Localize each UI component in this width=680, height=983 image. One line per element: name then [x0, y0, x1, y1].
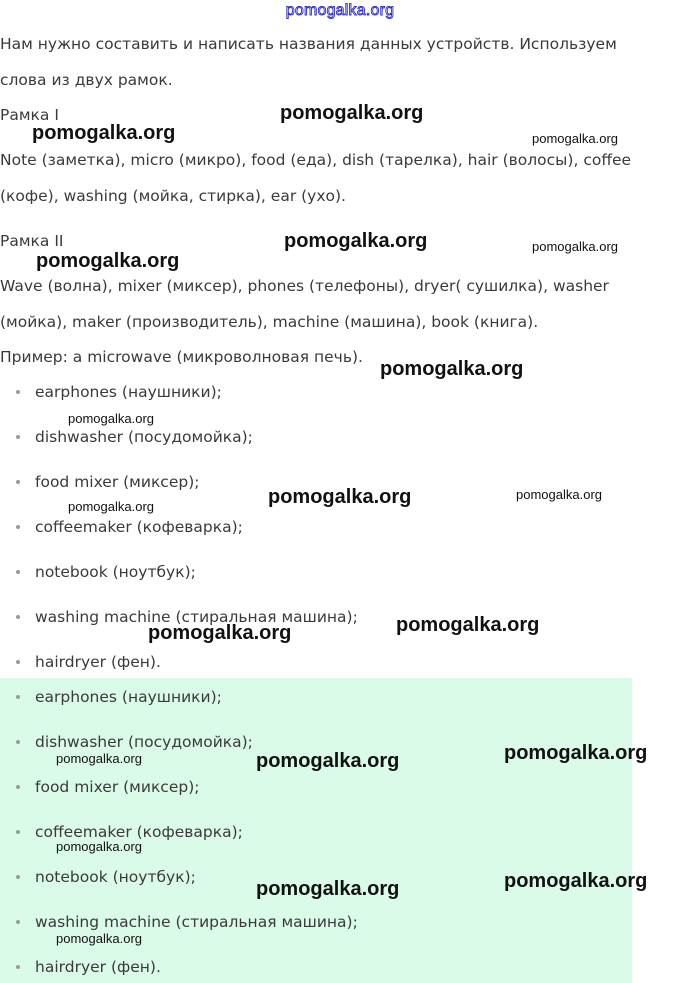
bullet-icon	[16, 965, 20, 969]
bullet-icon	[16, 920, 20, 924]
watermark: pomogalka.org	[280, 102, 424, 124]
watermark: pomogalka.org	[504, 870, 648, 892]
bullet-icon	[16, 785, 20, 789]
site-header-logo: pomogalka.org	[285, 2, 395, 19]
bullet-icon	[16, 740, 20, 744]
bullet-icon	[16, 390, 20, 394]
frame1-line-2: (кофе), washing (мойка, стирка), ear (ухо).	[0, 187, 346, 205]
frame1-line-1: Note (заметка), micro (микро), food (еда), dish (тарелка), hair (волосы), coffee	[0, 151, 632, 169]
watermark: pomogalka.org	[516, 487, 602, 502]
list-item-text: coffeemaker (кофеварка);	[35, 518, 243, 536]
watermark: pomogalka.org	[36, 250, 180, 272]
intro-line-2: слова из двух рамок.	[0, 71, 173, 89]
list-item-text: notebook (ноутбук);	[35, 563, 196, 581]
bullet-icon	[16, 525, 20, 529]
frame2-title: Рамка II	[0, 232, 64, 250]
list-item-text: dishwasher (посудомойка);	[35, 428, 253, 446]
bullet-icon	[16, 570, 20, 574]
list-item-text: earphones (наушники);	[35, 688, 222, 706]
frame2-line-1: Wave (волна), mixer (миксер), phones (телефоны), dryer( сушилка), washer	[0, 277, 609, 295]
watermark: pomogalka.org	[32, 122, 176, 144]
example-line: Пример: a microwave (микроволновая печь).	[0, 348, 363, 366]
watermark: pomogalka.org	[56, 931, 142, 946]
bullet-icon	[16, 480, 20, 484]
watermark: pomogalka.org	[56, 751, 142, 766]
frame2-line-2: (мойка), maker (производитель), machine (машина), book (книга).	[0, 313, 539, 331]
watermark: pomogalka.org	[532, 131, 618, 146]
list-item-text: food mixer (миксер);	[35, 778, 200, 796]
frame1-title: Рамка I	[0, 106, 59, 124]
list-item-text: coffeemaker (кофеварка);	[35, 823, 243, 841]
list-item-text: hairdryer (фен).	[35, 958, 161, 976]
bullet-icon	[16, 875, 20, 879]
list-item-text: washing machine (стиральная машина);	[35, 913, 358, 931]
watermark: pomogalka.org	[380, 358, 524, 380]
bullet-icon	[16, 615, 20, 619]
bullet-icon	[16, 695, 20, 699]
list-item-text: hairdryer (фен).	[35, 653, 161, 671]
bullet-icon	[16, 435, 20, 439]
bullet-icon	[16, 830, 20, 834]
bullet-icon	[16, 660, 20, 664]
watermark: pomogalka.org	[256, 750, 400, 772]
watermark: pomogalka.org	[284, 230, 428, 252]
list-item-text: food mixer (миксер);	[35, 473, 200, 491]
list-item-text: earphones (наушники);	[35, 383, 222, 401]
watermark: pomogalka.org	[68, 411, 154, 426]
watermark: pomogalka.org	[56, 839, 142, 854]
watermark: pomogalka.org	[504, 742, 648, 764]
watermark: pomogalka.org	[68, 499, 154, 514]
list-item-text: dishwasher (посудомойка);	[35, 733, 253, 751]
intro-line-1: Нам нужно составить и написать названия данных устройств. Используем	[0, 35, 617, 53]
watermark: pomogalka.org	[256, 878, 400, 900]
watermark: pomogalka.org	[268, 486, 412, 508]
watermark: pomogalka.org	[532, 239, 618, 254]
list-item-text: notebook (ноутбук);	[35, 868, 196, 886]
watermark: pomogalka.org	[396, 614, 540, 636]
watermark: pomogalka.org	[148, 622, 292, 644]
list-item-text: washing machine (стиральная машина);	[35, 608, 358, 626]
